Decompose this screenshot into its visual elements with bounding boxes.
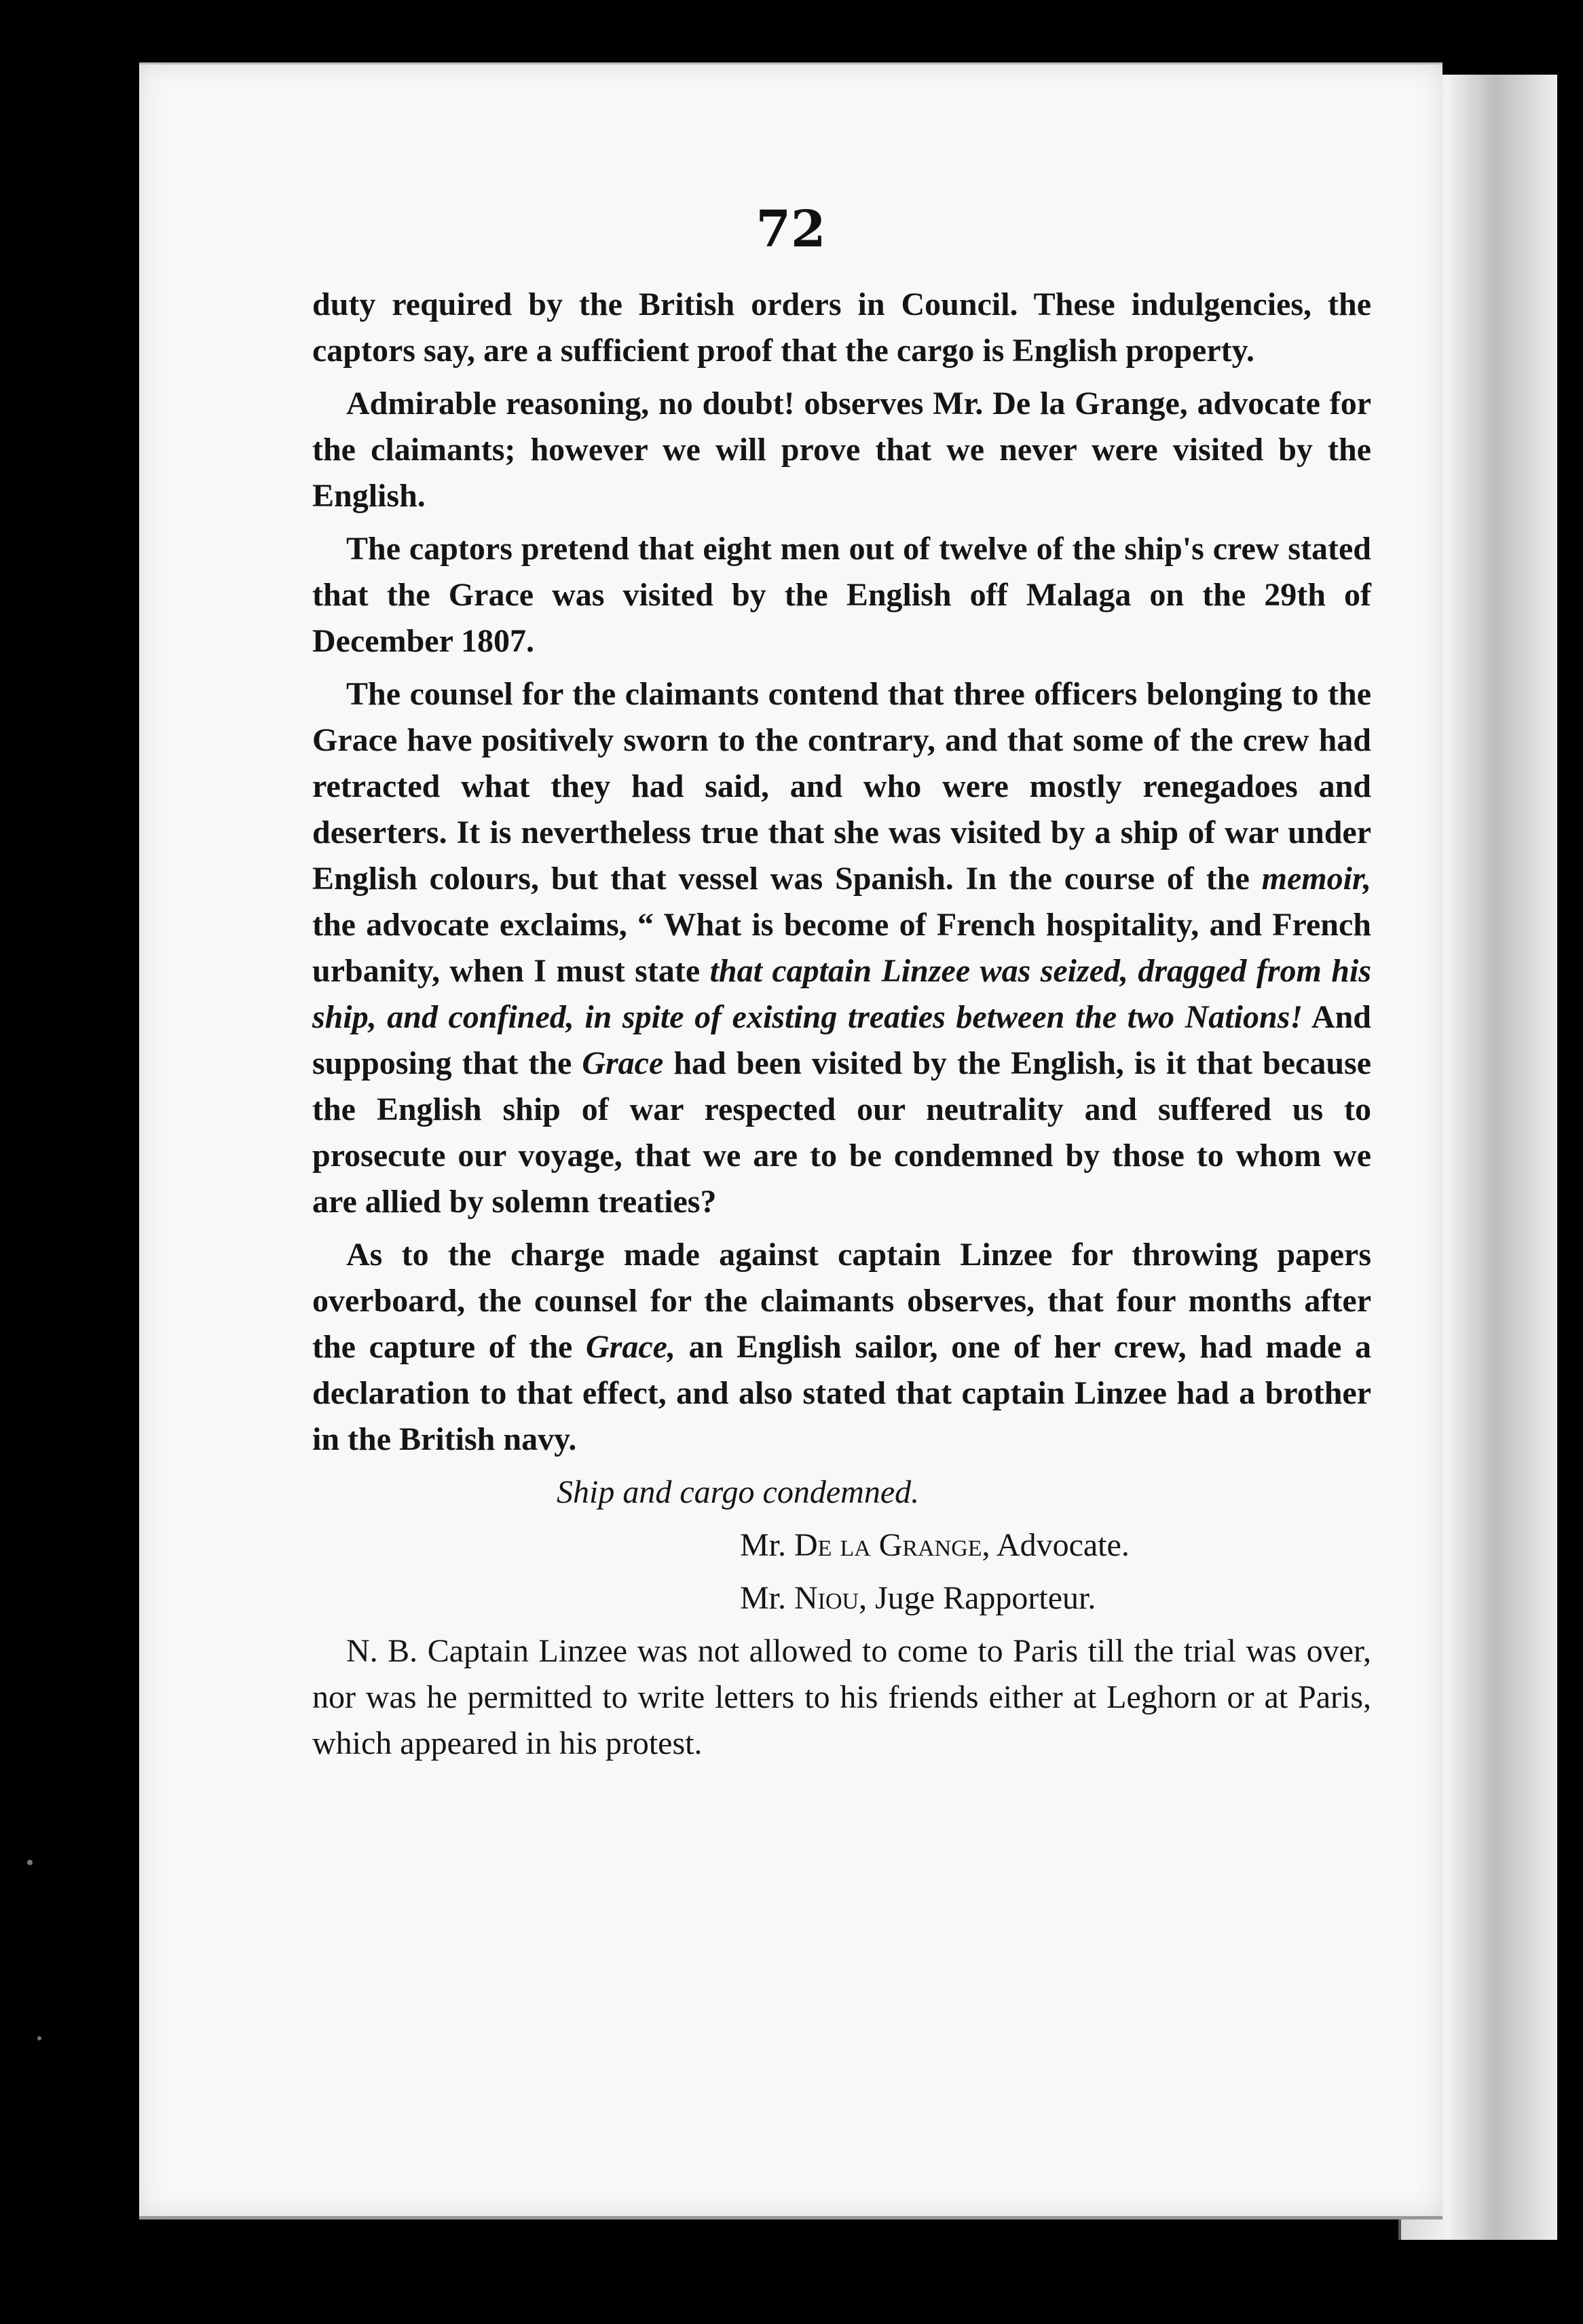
paragraph-2: [312, 381, 1371, 519]
book-page: [139, 62, 1442, 2219]
paragraph-4-text-b: the advocate exclaims, “ What is become of French hospitality, and French urbanity, when I must state: [312, 907, 1371, 989]
paragraph-2-text: Admirable reasoning, no doubt! observes Mr. De la Grange, advocate for the claimants; however we will prove that we never were visited by the English.: [312, 386, 1371, 514]
signature-advocate-role: Advocate.: [996, 1527, 1130, 1563]
scan-speck: [27, 1860, 33, 1865]
paragraph-5-text-a: As to the charge made against captain Linzee for throwing papers overboard, the counsel for the claimants observes, that four months after the capture of the: [312, 1237, 1371, 1365]
grace-italic: Grace: [582, 1045, 664, 1081]
verdict-line: Ship and cargo condemned.: [557, 1474, 920, 1510]
memoir-italic: memoir,: [1261, 861, 1371, 897]
signature-rapporteur-role: Juge Rapporteur.: [875, 1580, 1096, 1616]
signature-rapporteur: [312, 1575, 1371, 1622]
paragraph-3-text: The captors pretend that eight men out of twelve of the ship's crew stated that the Grace was visited by the English off Malaga on the 29th of December 1807.: [312, 531, 1371, 659]
quoted-italic-passage: that captain Linzee was seized, dragged from his ship, and confined, in spite of existing treaties between the two Nations!: [312, 953, 1371, 1035]
paragraph-5-text-b: an English sailor, one of her crew, had made a declaration to that effect, and also stated that captain Linzee had a brother in the British navy.: [312, 1329, 1372, 1457]
page-number: 72: [756, 200, 826, 259]
paragraph-5: [312, 1232, 1371, 1463]
paragraph-1-text: duty required by the British orders in Council. These indulgencies, the captors say, are a sufficient proof that the cargo is English property.: [312, 286, 1371, 369]
page-body: [312, 282, 1371, 1774]
paragraph-4: [312, 671, 1371, 1225]
paragraph-4-text-a: The counsel for the claimants contend that three officers belonging to the Grace have positively sworn to the contrary, and that some of the crew had retracted what they had said, and who were mostly renegadoes and deserters. It is nevertheless true that she was visited by a ship of war under English colours, but that vessel was Spanish. In the course of the: [312, 676, 1371, 897]
signature-rapporteur-prefix: Mr.: [740, 1580, 787, 1616]
paragraph-1: [312, 282, 1371, 374]
grace-italic-2: Grace,: [585, 1329, 675, 1365]
paragraph-3: [312, 526, 1371, 664]
paragraph-4-text-c: And supposing that the: [312, 999, 1371, 1081]
footnote-nb: N. B. Captain Linzee was not allowed to come to Paris till the trial was over, nor was he permitted to write letters to his friends either at Leghorn or at Paris, which appeared in his protest.: [312, 1633, 1371, 1761]
scan-speck: [37, 2036, 41, 2040]
signature-rapporteur-name: Niou,: [794, 1580, 868, 1616]
signature-advocate-name: De la Grange,: [794, 1527, 990, 1563]
signature-advocate-prefix: Mr.: [740, 1527, 787, 1563]
paragraph-4-text-d: had been visited by the English, is it that because the English ship of war respected our neutrality and suffered us to prosecute our voyage, that we are to be condemned by those to whom we are allied by solemn treaties?: [312, 1045, 1372, 1220]
signature-advocate: [312, 1522, 1371, 1569]
